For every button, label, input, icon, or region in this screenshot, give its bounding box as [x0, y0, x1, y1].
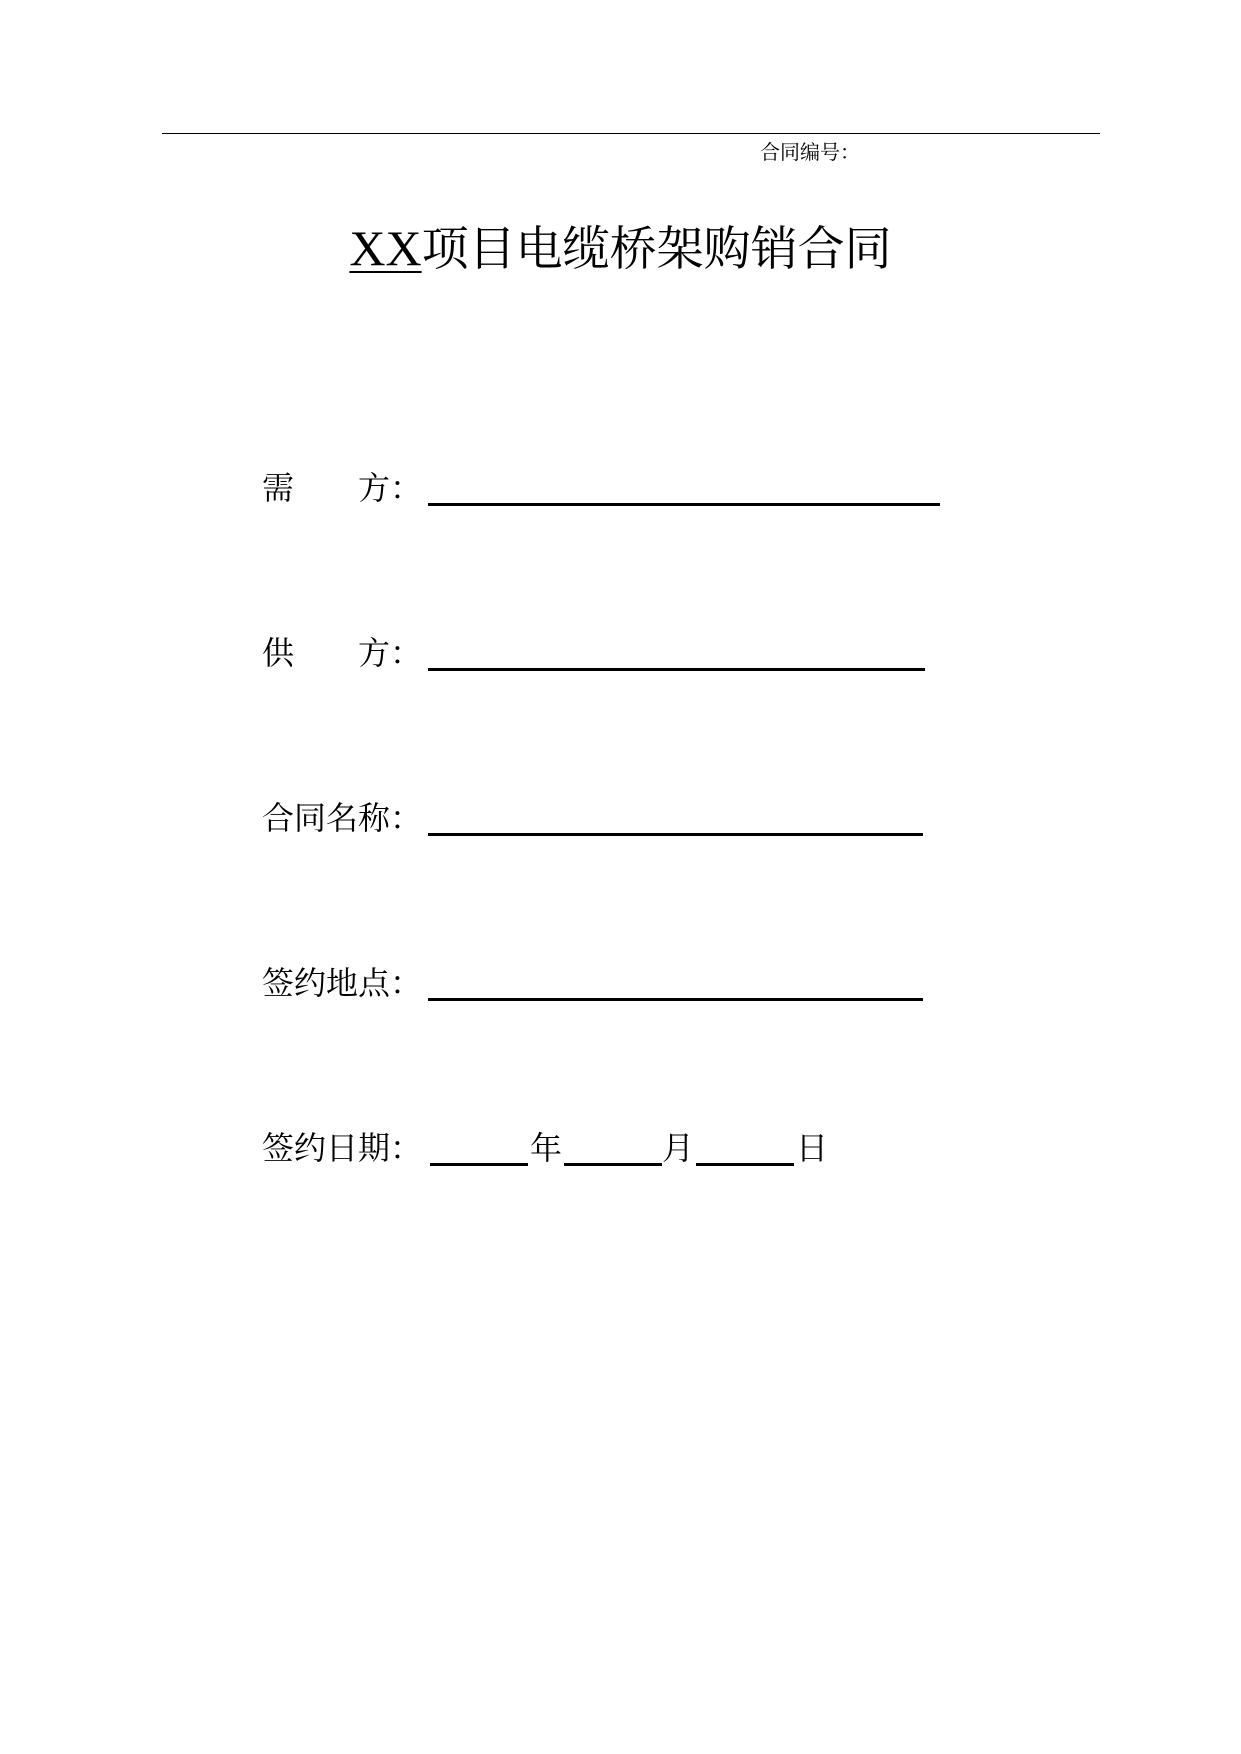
sign-place-label: 签约地点： [262, 964, 423, 1002]
day-unit: 日 [796, 1129, 829, 1167]
day-blank[interactable] [696, 1163, 794, 1166]
document-title [0, 216, 1241, 282]
contract-name-blank[interactable] [428, 833, 923, 836]
header-rule [162, 133, 1100, 134]
month-unit: 月 [662, 1129, 695, 1167]
title-main: 项目电缆桥架购销合同 [421, 222, 892, 277]
year-unit: 年 [530, 1129, 563, 1167]
contract-name-label: 合同名称： [262, 799, 423, 837]
buyer-label: 需 方： [262, 469, 423, 507]
buyer-blank[interactable] [428, 503, 940, 506]
supplier-blank[interactable] [428, 668, 925, 671]
contract-number-label: 合同编号： [760, 140, 860, 164]
title-project-placeholder: XX [349, 220, 422, 276]
sign-date-label: 签约日期： [262, 1129, 423, 1167]
sign-place-blank[interactable] [428, 998, 923, 1001]
supplier-label: 供 方： [262, 634, 423, 672]
month-blank[interactable] [564, 1163, 662, 1166]
sign-date-row [262, 1123, 862, 1173]
year-blank[interactable] [430, 1163, 528, 1166]
